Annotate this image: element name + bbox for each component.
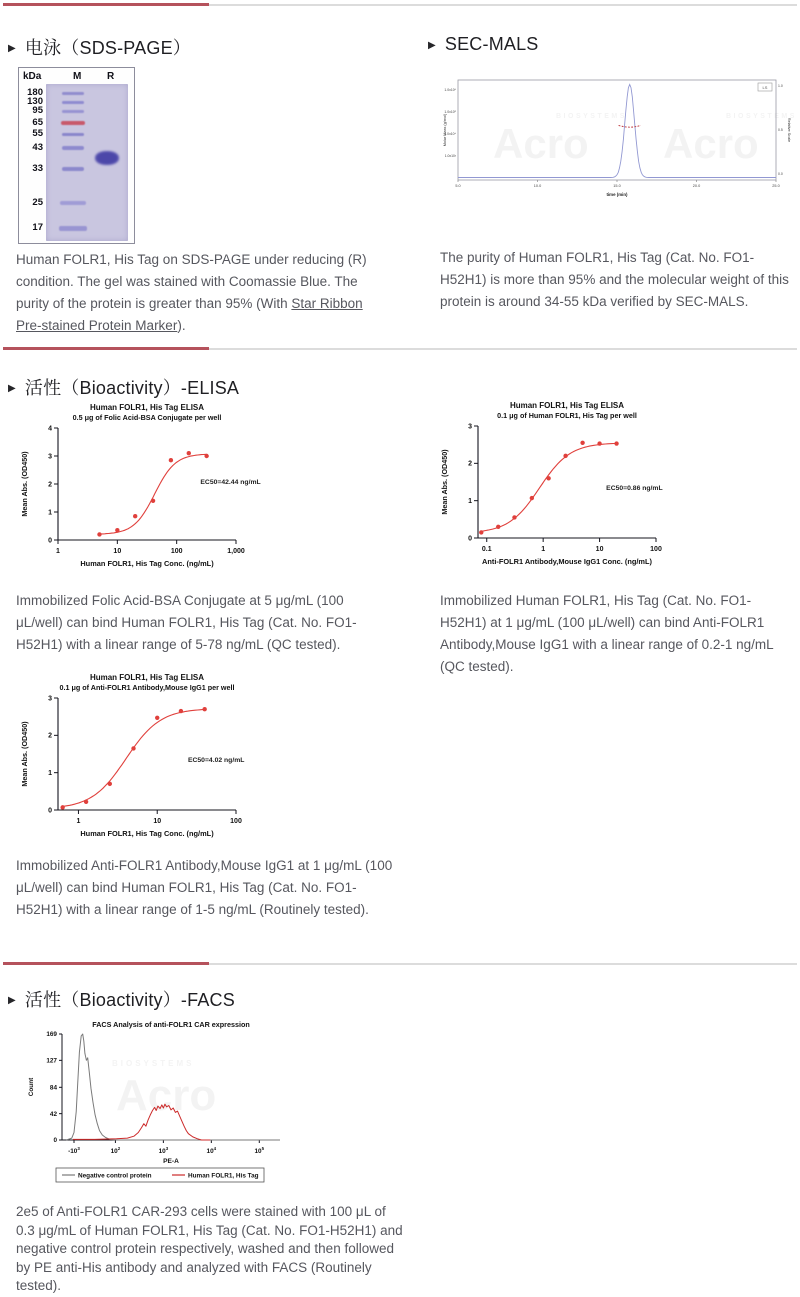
svg-text:1: 1 <box>468 498 472 506</box>
gel-marker-kda: 95 <box>32 104 43 116</box>
gel-lane-label-r: R <box>107 71 115 82</box>
elisa-caption-2: Immobilized Human FOLR1, His Tag (Cat. No. FO1-H52H1) at 1 μg/mL (100 μL/well) can bind Anti-FOLR1 Antibody,Mouse IgG1 with a linear range of 0.2-1 ng/mL (QC tested). <box>440 593 774 674</box>
svg-text:Human FOLR1, His Tag Conc. (ng: Human FOLR1, His Tag Conc. (ng/mL) <box>80 829 214 838</box>
gel-marker-kda: 130 <box>27 95 43 107</box>
svg-text:4: 4 <box>48 425 52 433</box>
svg-text:0.1 μg of Human FOLR1, His Tag: 0.1 μg of Human FOLR1, His Tag per well <box>497 411 637 420</box>
sds-caption <box>16 249 390 337</box>
svg-text:2: 2 <box>48 481 52 489</box>
svg-text:105: $10^5$ <box>254 1146 265 1155</box>
svg-text:0: 0 <box>53 1137 57 1145</box>
section-title: 活性（Bioactivity）-ELISA <box>24 378 240 398</box>
svg-text:1.0x10³: 1.0x10³ <box>444 154 456 158</box>
svg-text:0.1 μg of Anti-FOLR1 Antibody,: 0.1 μg of Anti-FOLR1 Antibody,Mouse IgG1 per well <box>59 683 235 692</box>
elisa-chart-3 <box>16 670 288 848</box>
svg-text:25.0: 25.0 <box>772 184 780 188</box>
svg-text:169: 169 <box>46 1031 57 1039</box>
gel-marker-band <box>62 101 84 104</box>
divider-rule <box>209 4 797 6</box>
elisa2-svg <box>436 398 708 576</box>
svg-text:EC50=4.02 ng/mL: EC50=4.02 ng/mL <box>187 756 245 764</box>
svg-text:Mean Abs. (OD450): Mean Abs. (OD450) <box>20 451 29 517</box>
svg-text:127: 127 <box>46 1057 57 1065</box>
divider-accent <box>3 962 209 965</box>
svg-text:3: 3 <box>468 423 472 431</box>
gel-marker-band <box>60 201 86 205</box>
triangle-bullet-icon: ▶ <box>428 40 436 51</box>
gel-marker-band <box>62 133 84 136</box>
svg-text:103: $10^3$ <box>158 1146 169 1155</box>
svg-text:2: 2 <box>468 460 472 468</box>
svg-text:Human FOLR1, His Tag ELISA: Human FOLR1, His Tag ELISA <box>509 401 625 410</box>
svg-text:EC50=0.86 ng/mL: EC50=0.86 ng/mL <box>606 484 663 492</box>
gel-marker-band <box>62 167 84 171</box>
svg-text:1.0x10⁵: 1.0x10⁵ <box>444 110 456 114</box>
section-title: 活性（Bioactivity）-FACS <box>24 990 235 1010</box>
gel-marker-kda: 17 <box>32 221 43 233</box>
svg-text:100: 100 <box>650 546 662 553</box>
svg-text:Human FOLR1, His Tag Conc. (ng: Human FOLR1, His Tag Conc. (ng/mL) <box>80 559 214 568</box>
sec-mals-chart <box>438 76 794 206</box>
sds-caption-text: Human FOLR1, His Tag on SDS-PAGE under reducing (R) condition. The gel was stained with Coomassie Blue. The purity of the protein is greater than 95% (With <box>16 252 367 311</box>
facs-caption: 2e5 of Anti-FOLR1 CAR-293 cells were stained with 100 μL of 0.3 μg/mL of Human FOLR1, His Tag (Cat. No. FO1-H52H1) and negative control protein respectively, washed and then followed by PE anti-His antibody and analyzed with FACS (Routinely tested). <box>16 1204 403 1293</box>
section-header-sds-page <box>8 34 191 60</box>
divider-rule <box>209 348 797 350</box>
section-title: 电泳（SDS-PAGE） <box>24 38 191 58</box>
svg-text:Mean Abs. (OD450): Mean Abs. (OD450) <box>20 721 29 787</box>
sec-mals-caption: The purity of Human FOLR1, His Tag (Cat. No. FO1-H52H1) is more than 95% and the molecular weight of this protein is around 34-55 kDa verified by SEC-MALS. <box>440 250 789 309</box>
section-divider <box>0 347 800 350</box>
divider-accent <box>3 3 209 6</box>
svg-text:0: 0 <box>48 537 52 545</box>
gel-unit-label: kDa <box>23 71 42 82</box>
divider-accent <box>3 347 209 350</box>
svg-text:BIOSYSTEMS: BIOSYSTEMS <box>726 113 794 120</box>
gel-marker-band <box>59 226 87 231</box>
svg-text:10.0: 10.0 <box>533 184 542 188</box>
svg-text:time (min): time (min) <box>606 192 628 197</box>
gel-marker-kda: 55 <box>32 127 43 139</box>
svg-text:PE-A: PE-A <box>163 1158 179 1165</box>
elisa1-svg <box>16 400 288 578</box>
secmals-svg <box>438 76 794 206</box>
svg-text:0: 0 <box>468 535 472 543</box>
svg-text:100: 100 <box>230 818 242 825</box>
svg-text:Negative control protein: Negative control protein <box>78 1172 152 1180</box>
divider-rule <box>209 963 797 965</box>
svg-text:Acro: Acro <box>493 120 589 167</box>
svg-text:100: 100 <box>170 548 183 555</box>
svg-text:0.5: 0.5 <box>778 128 783 132</box>
svg-text:20.0: 20.0 <box>692 184 701 188</box>
gel-marker-kda: 33 <box>32 162 43 174</box>
section-header-facs <box>8 986 235 1012</box>
svg-text:Human FOLR1, His Tag: Human FOLR1, His Tag <box>188 1172 259 1180</box>
svg-text:Molar Mass (g/mol): Molar Mass (g/mol) <box>443 113 447 147</box>
svg-text:-103: $-10^3$ <box>68 1146 80 1155</box>
svg-text:Acro: Acro <box>116 1071 217 1120</box>
triangle-bullet-icon: ▶ <box>8 42 16 54</box>
svg-text:0.0: 0.0 <box>778 172 783 176</box>
triangle-bullet-icon: ▶ <box>8 382 16 394</box>
svg-text:3: 3 <box>48 453 52 461</box>
svg-text:102: $10^2$ <box>110 1146 121 1155</box>
elisa3-svg <box>16 670 288 848</box>
elisa-chart-2 <box>436 398 708 576</box>
section-header-sec-mals <box>428 34 539 55</box>
svg-text:0.5 μg of Folic Acid-BSA Conju: 0.5 μg of Folic Acid-BSA Conjugate per well <box>72 413 222 422</box>
svg-text:1,000: 1,000 <box>227 548 245 555</box>
gel-sample-band <box>95 151 119 165</box>
svg-text:42: 42 <box>49 1110 57 1118</box>
svg-text:5.0: 5.0 <box>455 184 461 188</box>
section-header-elisa <box>8 374 239 400</box>
svg-text:1.0x10⁶: 1.0x10⁶ <box>444 88 456 92</box>
svg-text:FACS Analysis of anti-FOLR1 CA: FACS Analysis of anti-FOLR1 CAR expression <box>92 1020 250 1029</box>
svg-text:0.1: 0.1 <box>481 546 492 553</box>
svg-text:BIOSYSTEMS: BIOSYSTEMS <box>556 113 627 120</box>
gel-marker-kda: 65 <box>32 116 43 128</box>
svg-text:84: 84 <box>49 1084 57 1092</box>
gel-marker-band <box>62 146 84 150</box>
svg-text:Count: Count <box>28 1077 35 1097</box>
svg-text:1: 1 <box>541 546 546 553</box>
gel-lane-label-m: M <box>73 71 82 82</box>
section-divider <box>0 962 800 965</box>
facs-chart <box>24 1018 296 1204</box>
svg-text:1.0: 1.0 <box>778 84 783 88</box>
svg-text:10: 10 <box>595 546 604 553</box>
facs-svg <box>24 1018 296 1204</box>
gel-marker-kda: 43 <box>32 141 43 153</box>
svg-text:Human FOLR1, His Tag ELISA: Human FOLR1, His Tag ELISA <box>89 673 205 682</box>
gel-marker-band <box>62 110 84 113</box>
marker-link[interactable]: Star Ribbon Pre-stained Protein Marker <box>16 296 363 333</box>
svg-text:Acro: Acro <box>663 120 759 167</box>
svg-text:1.0x10⁴: 1.0x10⁴ <box>444 132 456 136</box>
svg-text:1: 1 <box>76 818 81 825</box>
svg-text:Anti-FOLR1 Antibody,Mouse IgG1: Anti-FOLR1 Antibody,Mouse IgG1 Conc. (ng/mL) <box>482 557 652 566</box>
sds-page-gel-image <box>18 67 135 244</box>
svg-text:104: $10^4$ <box>206 1146 217 1155</box>
elisa-caption-1: Immobilized Folic Acid-BSA Conjugate at 5 μg/mL (100 μL/well) can bind Human FOLR1, His Tag (Cat. No. FO1-H52H1) with a linear range of 5-78 ng/mL (QC tested). <box>16 593 357 652</box>
gel-marker-band <box>62 92 84 95</box>
svg-text:10: 10 <box>113 548 122 555</box>
svg-text:1: 1 <box>48 509 52 517</box>
triangle-bullet-icon: ▶ <box>8 994 16 1006</box>
svg-text:1: 1 <box>48 770 52 778</box>
section-divider <box>0 3 800 6</box>
svg-text:Human FOLR1, His Tag ELISA: Human FOLR1, His Tag ELISA <box>89 403 205 412</box>
svg-text:EC50=42.44 ng/mL: EC50=42.44 ng/mL <box>200 479 261 486</box>
svg-text:0: 0 <box>48 807 52 815</box>
svg-text:Mean Abs. (OD450): Mean Abs. (OD450) <box>440 449 449 515</box>
svg-text:2: 2 <box>48 732 52 740</box>
sds-caption-text-after: ). <box>177 318 186 333</box>
svg-text:LS: LS <box>762 85 768 90</box>
svg-text:Relative Scale: Relative Scale <box>787 117 791 143</box>
gel-marker-kda: 25 <box>32 196 43 208</box>
svg-text:BIOSYSTEMS: BIOSYSTEMS <box>112 1059 195 1068</box>
svg-text:3: 3 <box>48 695 52 703</box>
gel-marker-band <box>61 121 85 125</box>
svg-text:10: 10 <box>153 818 162 825</box>
svg-text:1: 1 <box>56 548 60 555</box>
svg-text:15.0: 15.0 <box>613 184 621 188</box>
elisa-chart-1 <box>16 400 288 578</box>
elisa-caption-3: Immobilized Anti-FOLR1 Antibody,Mouse IgG1 at 1 μg/mL (100 μL/well) can bind Human FOLR1, His Tag (Cat. No. FO1-H52H1) with a linear range of 1-5 ng/mL (Routinely tested). <box>16 858 393 917</box>
section-title: SEC-MALS <box>444 34 539 54</box>
gel-marker-kda: 180 <box>27 86 43 98</box>
